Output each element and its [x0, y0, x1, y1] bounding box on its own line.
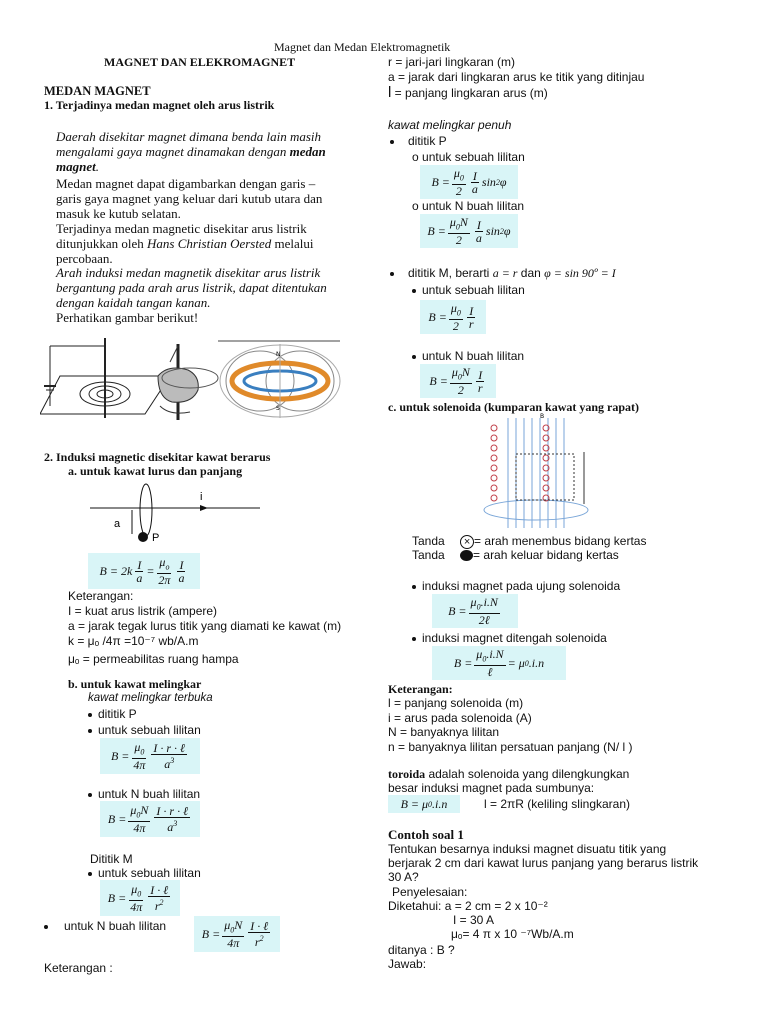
formula-loop-p-single: B = $\frac{\mu_0}{4\pi}$ $\frac{\text{I · r · ℓ}}{a^3}$ [100, 738, 200, 774]
paragraph: Daerah disekitar magnet dimana benda lain masih mengalami gaya magnet dinamakan dengan medan magnet. [56, 129, 326, 174]
main-title: MAGNET DAN ELEKROMAGNET [104, 55, 296, 69]
subsection-title: a. untuk kawat lurus dan panjang [68, 464, 243, 478]
list-item: induksi magnet ditengah solenoida [412, 631, 607, 645]
definitions-block: r = jari-jari lingkaran (m) a = jarak dari lingkaran arus ke titik yang ditinjau l = panjang lingkaran arus (m) [388, 55, 645, 101]
paragraph: Medan magnet dapat digambarkan dengan garis – garis gaya magnet yang keluar dari kutub utara dan masuk ke kutub selatan. Terjadinya medan magnetic disekitar arus listrik ditunjukkan oleh Hans Christian Oersted melalui percobaan. [56, 176, 323, 266]
wire-point-label: P [152, 532, 160, 544]
subheading: kawat melingkar terbuka [88, 692, 213, 704]
toroid-length-text: l = 2πR (keliling slingkaran) [484, 797, 631, 811]
list-item: o untuk N buah lilitan [412, 199, 525, 213]
subheading: kawat melingkar penuh [388, 118, 512, 132]
subsection-title: b. untuk kawat melingkar [68, 677, 202, 691]
example-given: I = 30 A [453, 913, 495, 927]
list-item: untuk sebuah lilitan [412, 283, 525, 297]
legend-block: Keterangan: I = kuat arus listrik (ampere) a = jarak tegak lurus titik yang diamati ke kawat (m) k = μₒ /4π =10⁻⁷ wb/A.m μₒ = permeabilitas ruang hampa [68, 589, 342, 666]
magnet-illustrations [40, 336, 370, 420]
example-given: μₒ= 4 π x 10 ⁻⁷Wb/A.m [451, 927, 574, 941]
list-item: o untuk sebuah lilitan [412, 150, 525, 164]
example-title: Contoh soal 1 [388, 827, 464, 842]
list-item: untuk sebuah lilitan [88, 723, 201, 737]
legend-title: Keterangan: [388, 682, 453, 696]
paragraph: toroida adalah solenoida yang dilengkungkan [388, 767, 630, 781]
formula-loop-m-single: B = $\frac{\mu_0}{4\pi}$ $\frac{\text{I · ℓ}}{r^2}$ [100, 880, 180, 916]
subsection-title: 1. Terjadinya medan magnet oleh arus listrik [44, 98, 275, 112]
straight-wire-diagram [90, 480, 290, 550]
example-given: Diketahui: a = 2 cm = 2 x 10⁻² [388, 899, 548, 913]
solenoid-diagram [480, 412, 610, 534]
list-item: dititik P [88, 707, 137, 721]
subheading: Dititik M [90, 852, 133, 866]
section-title: MEDAN MAGNET [44, 84, 151, 98]
svg-text:S: S [276, 405, 280, 412]
symbol-into-page-row: Tanda × = arah menembus bidang kertas [412, 534, 647, 548]
page-header: Magnet dan Medan Elektromagnetik [274, 40, 451, 54]
list-item: untuk N buah lilitan [412, 349, 524, 363]
legend-title: Keterangan : [44, 961, 113, 975]
subsection-title: 2. Induksi magnetic disekitar kawat berarus [44, 450, 271, 464]
formula-toroid: B = μ 0 .i.n [388, 795, 460, 813]
svg-text:B: B [540, 413, 545, 420]
formula-loop-m-n: B = $\frac{\mu_0N}{4\pi}$ $\frac{\text{I · ℓ}}{r^2}$ [194, 916, 280, 952]
formula-solenoid-end: B = $\frac{\mu_0.i.N}{\text{2ℓ}}$ [432, 594, 518, 628]
example-question: Tentukan besarnya induksi magnet disuatu titik yang berjarak 2 cm dari kawat lurus panjang yang berarus listrik 30 A? [388, 842, 699, 884]
svg-text:N: N [276, 351, 281, 358]
formula-loop-p-n: B = $\frac{\mu_0N}{4\pi}$ $\frac{\text{I · r · ℓ}}{a^3}$ [100, 801, 200, 837]
formula-straight-wire: B = 2k $\frac{I}{a}$ = $\frac{\mu_o}{2\pi}$ $\frac{I}{a}$ [88, 553, 200, 589]
paragraph: Arah induksi medan magnetik disekitar arus listrik bergantung pada arah arus listrik, dapat ditentukan dengan kaidah tangan kanan. [56, 265, 327, 310]
example-asked: ditanya : B ? [388, 943, 455, 957]
formula-full-loop-m-single: B = $\frac{\mu_0}{2}$ $\frac{I}{r}$ [420, 300, 486, 334]
formula-full-loop-p-single: B = $\frac{\mu_0}{2}$ $\frac{I}{a}$ sin 2 φ [420, 165, 518, 199]
list-item: untuk N buah lilitan [44, 919, 166, 933]
right-hand-rule-figure [158, 344, 218, 420]
list-item: untuk sebuah lilitan [88, 866, 201, 880]
filled-dot-icon [460, 550, 473, 561]
list-item: untuk N buah lilitan [88, 787, 200, 801]
symbol-out-page-row: Tanda = arah keluar bidang kertas [412, 548, 619, 562]
paragraph: besar induksi magnet pada sumbunya: [388, 781, 595, 795]
wire-distance-label: a [114, 518, 121, 530]
solenoid-field-figure [218, 341, 340, 418]
formula-full-loop-m-n: B = $\frac{\mu_0N}{2}$ $\frac{I}{r}$ [420, 364, 496, 398]
formula-solenoid-center: B = $\frac{\mu_0.i.N}{\text{ℓ}}$ = μ 0 .i.n [432, 646, 566, 680]
list-item: dititik M, berarti a = r dan φ = sin 90º = I [390, 266, 616, 280]
example-answer-label: Jawab: [388, 957, 427, 971]
wire-current-label: i [200, 491, 203, 503]
formula-full-loop-p-n: B = $\frac{\mu_0N}{2}$ $\frac{I}{a}$ sin 2 φ [420, 214, 518, 248]
list-item: dititik P [390, 134, 447, 148]
example-solution-label: Penyelesaian: [392, 885, 468, 899]
paragraph: Perhatikan gambar berikut! [56, 310, 199, 325]
subsection-title: c. untuk solenoida (kumparan kawat yang rapat) [388, 400, 640, 414]
list-item: induksi magnet pada ujung solenoida [412, 579, 620, 593]
legend-block: l = panjang solenoida (m) i = arus pada solenoida (A) N = banyaknya lilitan n = banyaknya lilitan persatuan panjang (N/ l ) [388, 696, 633, 754]
oersted-plate-figure [40, 338, 170, 418]
cross-circle-icon: × [460, 535, 474, 549]
